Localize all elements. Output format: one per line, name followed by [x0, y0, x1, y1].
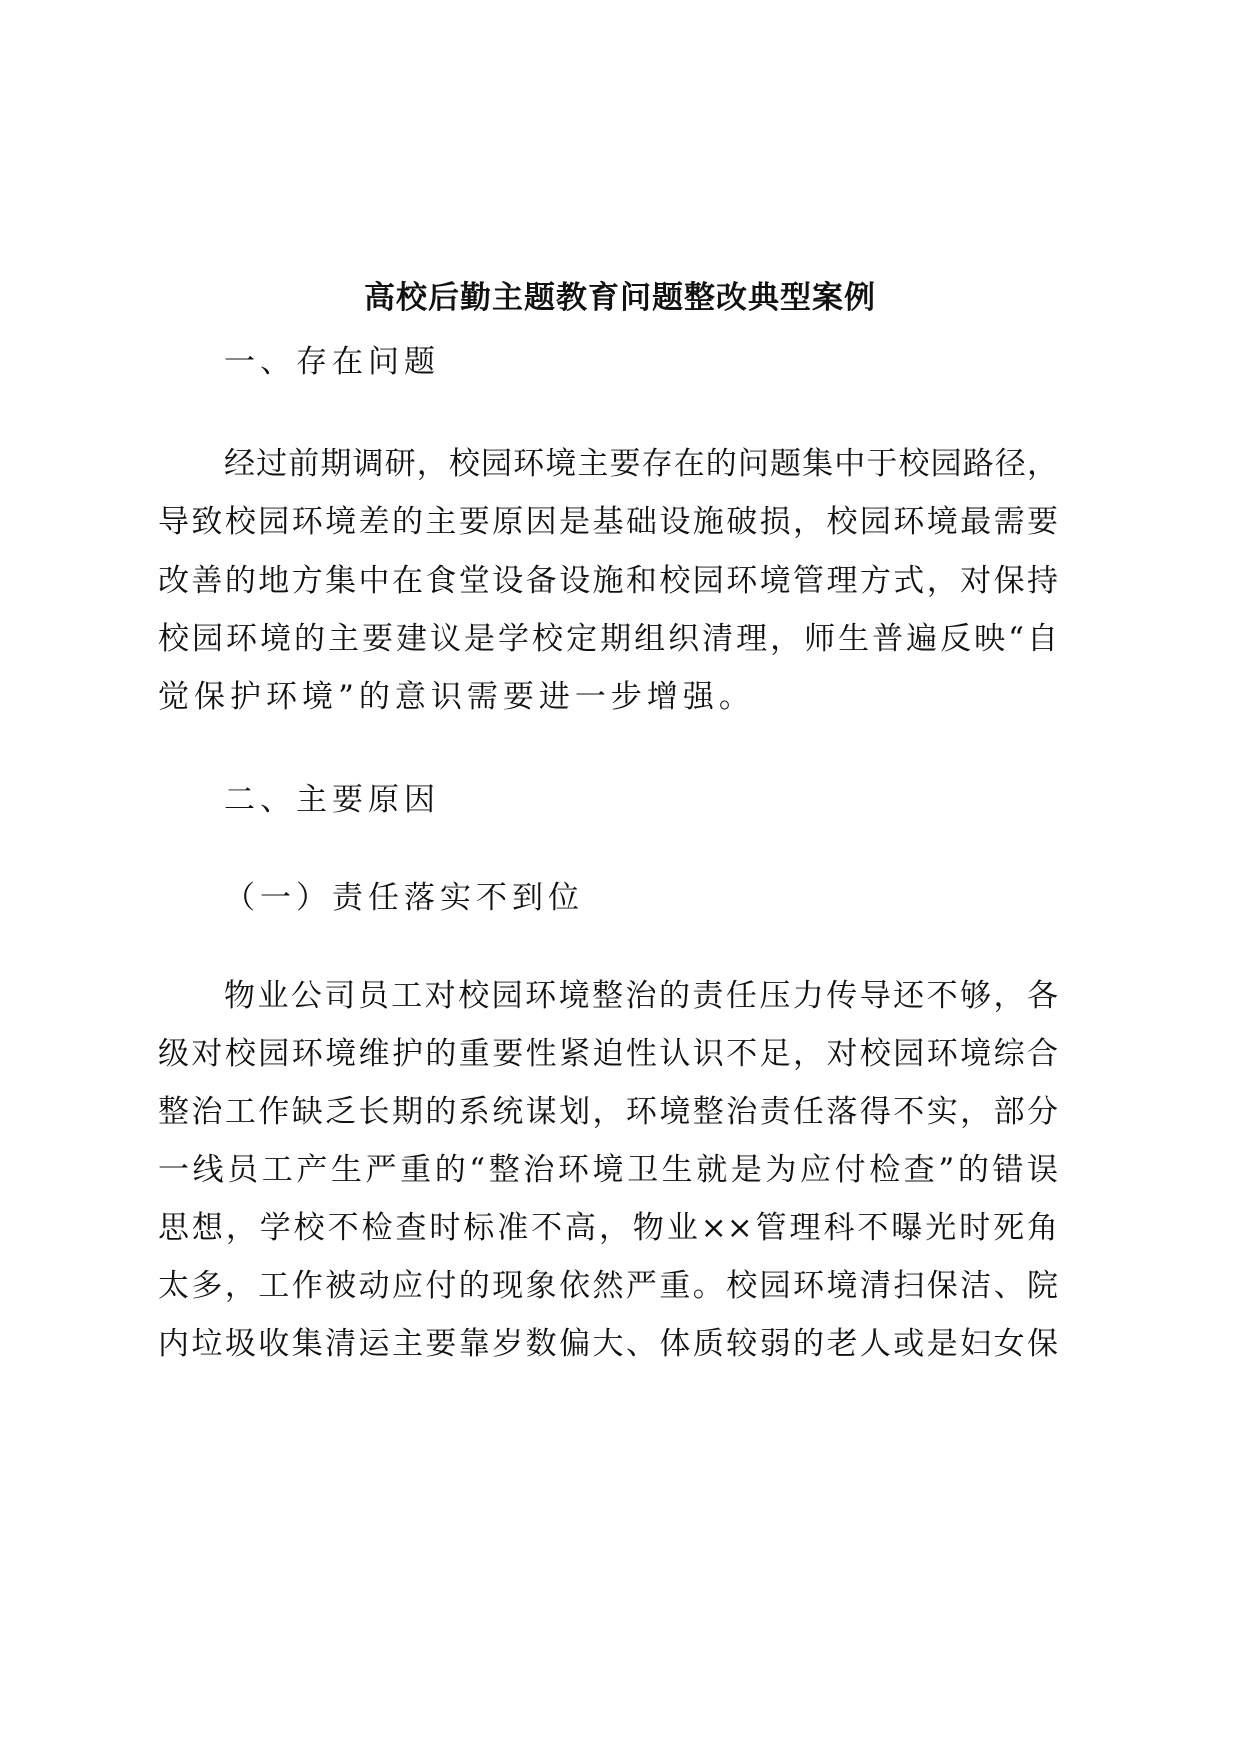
section-heading-problems: 一、存在问题	[224, 344, 440, 380]
paragraph-line: 经过前期调研，校园环境主要存在的问题集中于校园路径，	[224, 446, 1058, 482]
paragraph-line: 思想，学校不检查时标准不高，物业××管理科不曝光时死角	[158, 1210, 1058, 1246]
paragraph-line: 整治工作缺乏长期的系统谋划，环境整治责任落得不实，部分	[158, 1094, 1058, 1130]
paragraph-line: 改善的地方集中在食堂设备设施和校园环境管理方式，对保持	[158, 563, 1058, 599]
paragraph-line: 物业公司员工对校园环境整治的责任压力传导还不够，各	[224, 978, 1058, 1014]
paragraph-line: 级对校园环境维护的重要性紧迫性认识不足，对校园环境综合	[158, 1036, 1058, 1072]
paragraph-line: 校园环境的主要建议是学校定期组织清理，师生普遍反映“自	[158, 621, 1058, 657]
paragraph-line: 一线员工产生严重的“整治环境卫生就是为应付检查”的错误	[158, 1152, 1058, 1188]
paragraph-line: 导致校园环境差的主要原因是基础设施破损，校园环境最需要	[158, 504, 1058, 540]
paragraph-line: 内垃圾收集清运主要靠岁数偏大、体质较弱的老人或是妇女保	[158, 1326, 1058, 1362]
paragraph-line: 觉保护环境”的意识需要进一步增强。	[158, 679, 755, 715]
subsection-heading: （一）责任落实不到位	[224, 880, 584, 916]
paragraph-line: 太多，工作被动应付的现象依然严重。校园环境清扫保洁、院	[158, 1268, 1058, 1304]
section-heading-causes: 二、主要原因	[224, 782, 440, 818]
document-title: 高校后勤主题教育问题整改典型案例	[364, 280, 876, 316]
